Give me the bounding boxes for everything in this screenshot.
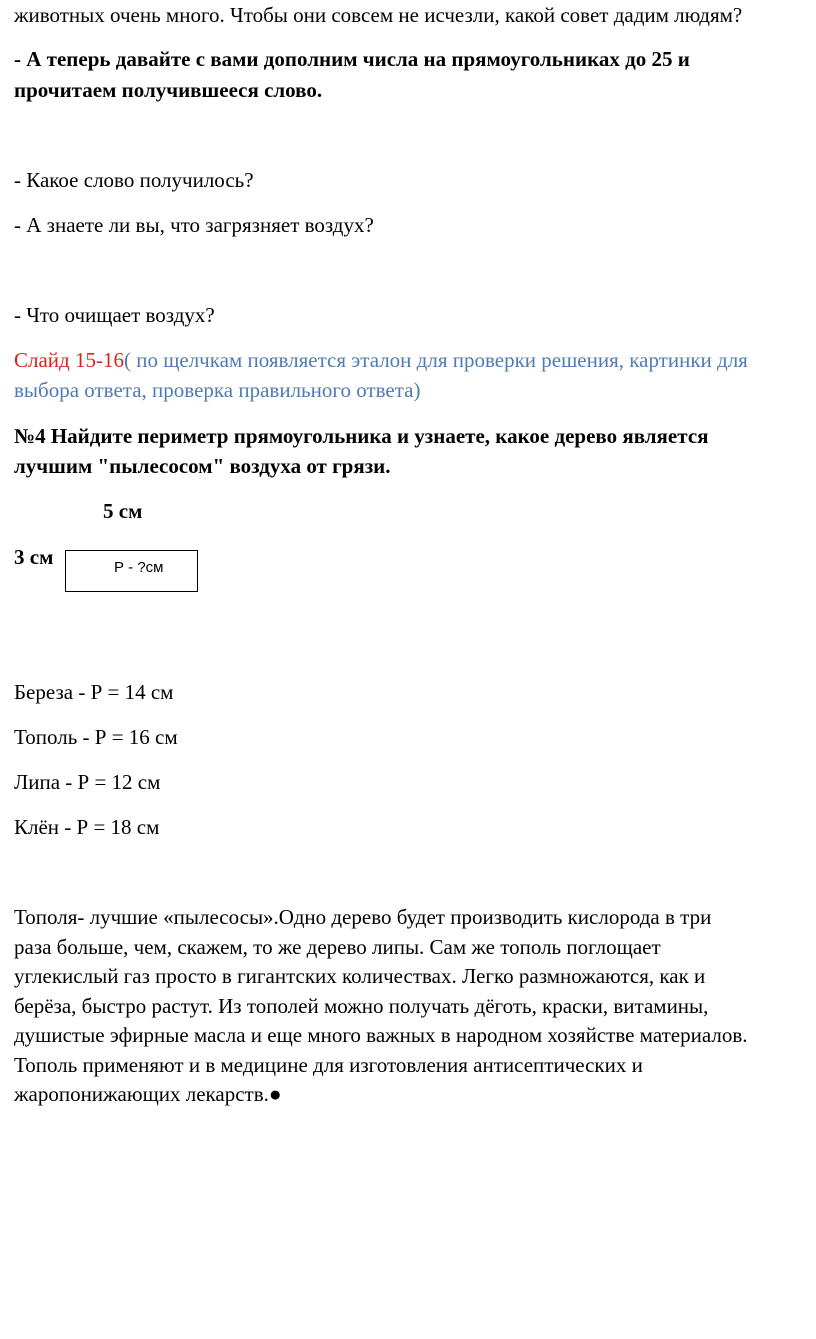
- rectangle-width-label: 5 см: [103, 499, 143, 523]
- paragraph-line: углекислый газ просто в гигантских количествах. Легко размножаются, как и: [14, 964, 706, 988]
- paragraph-line: жаропонижающих лекарств.●: [14, 1082, 282, 1106]
- task-instruction-line-2: прочитаем получившееся слово.: [14, 78, 323, 102]
- paragraph-line: Тополь применяют и в медицине для изготовления антисептических и: [14, 1052, 643, 1077]
- question-clean-air: - Что очищает воздух?: [14, 303, 215, 327]
- paragraph-line: душистые эфирные масла и еще много важных в народном хозяйстве материалов.: [14, 1023, 748, 1047]
- slide-label: Слайд 15-16: [14, 348, 124, 372]
- paragraph-line: Тополя- лучшие «пылесосы».Одно дерево будет производить кислорода в три: [14, 905, 712, 929]
- exercise-title-line-1: №4 Найдите периметр прямоугольника и узнаете, какое дерево является: [14, 424, 709, 448]
- rectangle-figure: [65, 550, 198, 592]
- paragraph-line: раза больше, чем, скажем, то же дерево липы. Сам же тополь поглощает: [14, 934, 661, 959]
- question-pollution: - А знаете ли вы, что загрязняет воздух?: [14, 213, 374, 237]
- slide-note-line-2: выбора ответа, проверка правильного ответа): [14, 378, 421, 402]
- perimeter-question: Р - ?см: [114, 559, 164, 576]
- question-word: - Какое слово получилось?: [14, 168, 254, 192]
- intro-text: животных очень много. Чтобы они совсем не исчезли, какой совет дадим людям?: [14, 3, 743, 27]
- paragraph-line: берёза, быстро растут. Из тополей можно получать дёготь, краски, витамины,: [14, 993, 709, 1018]
- task-instruction-line-1: - А теперь давайте с вами дополним числа на прямоугольниках до 25 и: [14, 47, 690, 71]
- option-birch: Береза - Р = 14 см: [14, 680, 174, 704]
- option-maple: Клён - Р = 18 см: [14, 815, 160, 839]
- slide-note-line-1: [14, 346, 748, 375]
- poplar-paragraph: [14, 903, 804, 1110]
- option-linden: Липа - Р = 12 см: [14, 770, 161, 794]
- option-poplar: Тополь - Р = 16 см: [14, 725, 178, 749]
- slide-note: ( по щелчкам появляется эталон для проверки решения, картинки для: [123, 348, 748, 372]
- rectangle-height-label: 3 см: [14, 545, 54, 569]
- exercise-title-line-2: лучшим "пылесосом" воздуха от грязи.: [14, 454, 391, 478]
